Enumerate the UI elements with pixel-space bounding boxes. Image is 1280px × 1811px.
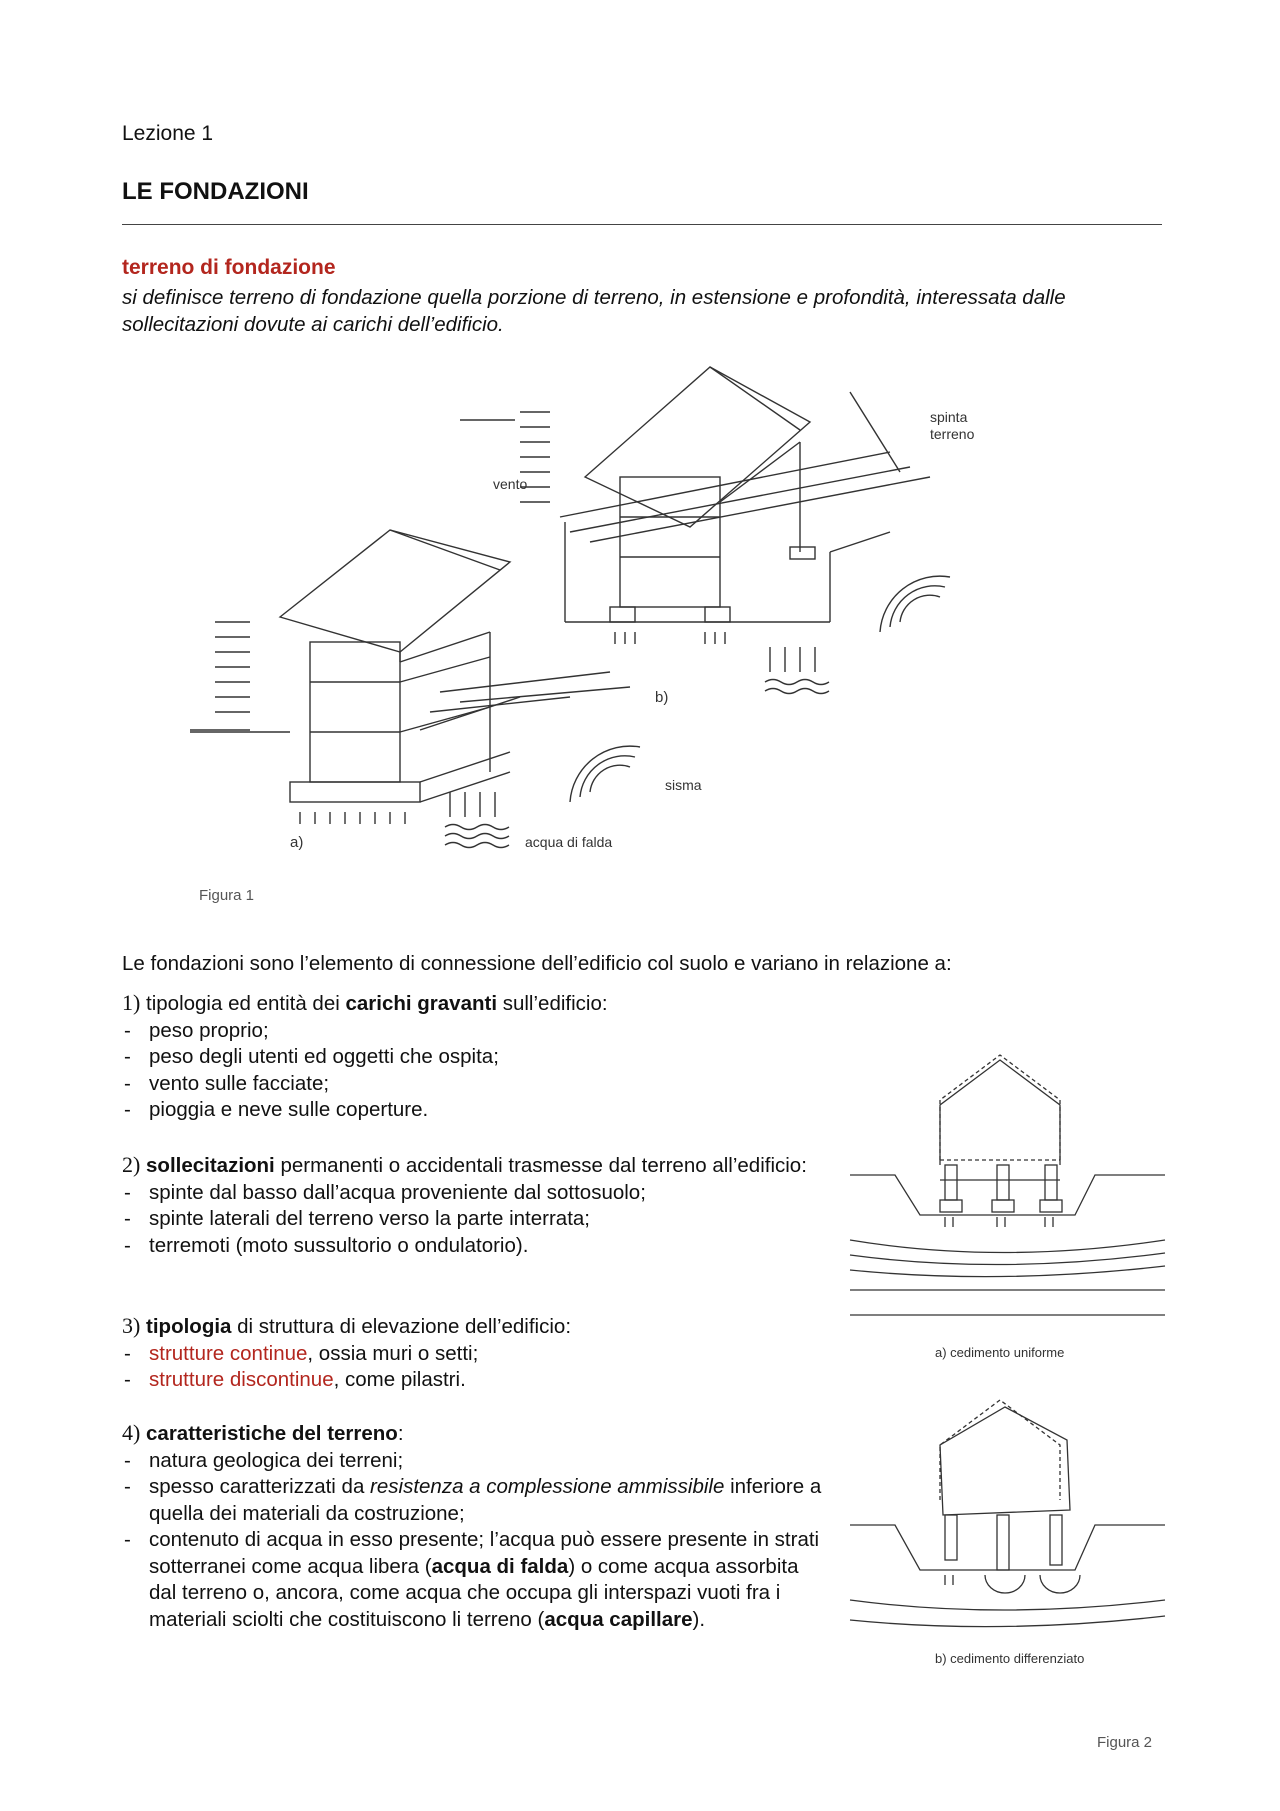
list-item: - peso degli utenti ed oggetti che ospita; [122, 1044, 822, 1071]
title-divider [122, 224, 1162, 225]
label-terreno: terreno [930, 426, 975, 442]
list-item: - spinte dal basso dall’acqua proveniente dal sottosuolo; [122, 1180, 812, 1207]
section-3-heading: 3) tipologia di struttura di elevazione dell’edificio: [122, 1313, 572, 1338]
figure-2-illustration [845, 1045, 1170, 1675]
section-sollecitazioni [122, 1152, 812, 1259]
label-spinta: spinta [930, 409, 968, 425]
figure-2-label-b: b) cedimento differenziato [935, 1651, 1085, 1666]
page-title: LE FONDAZIONI [122, 178, 309, 205]
lesson-label: Lezione 1 [122, 122, 214, 145]
section-2-heading: 2) sollecitazioni permanenti o accidentali trasmesse dal terreno all’edificio: [122, 1152, 807, 1177]
label-b: b) [655, 689, 669, 706]
figure-1-illustration [190, 352, 1010, 872]
list-item: - spinte laterali del terreno verso la parte interrata; [122, 1206, 812, 1233]
list-item: - pioggia e neve sulle coperture. [122, 1097, 822, 1124]
list-item: - vento sulle facciate; [122, 1071, 822, 1098]
label-vento: vento [493, 476, 528, 492]
section-terreno [122, 1420, 822, 1633]
figure-2-caption: Figura 2 [1097, 1734, 1153, 1751]
intro-text: Le fondazioni sono l’elemento di connessione dell’edificio col suolo e variano in relazione a: [122, 952, 952, 975]
section-4-heading: 4) caratteristiche del terreno: [122, 1420, 404, 1445]
list-item: - spesso caratterizzati da resistenza a complessione ammissibile inferiore a quella dei materiali da costruzione; [122, 1474, 822, 1527]
list-item: - natura geologica dei terreni; [122, 1448, 822, 1475]
list-item: - peso proprio; [122, 1018, 822, 1045]
list-item: - contenuto di acqua in esso presente; l’acqua può essere presente in strati sotterranei come acqua libera (acqua di falda) o come acqua assorbita dal terreno o, ancora, come acqua che occupa gli interspazi vuoti fra i materiali sciolti che costituiscono li terreno (acqua capillare). [122, 1527, 822, 1633]
definition-heading: terreno di fondazione [122, 256, 336, 279]
label-a: a) [290, 834, 304, 851]
section-3-list [122, 1341, 822, 1394]
section-tipologia [122, 1313, 822, 1394]
figure-2-label-a: a) cedimento uniforme [935, 1345, 1065, 1360]
section-4-list [122, 1448, 822, 1634]
list-item: - terremoti (moto sussultorio o ondulatorio). [122, 1233, 812, 1260]
section-1-list [122, 1018, 822, 1124]
label-sisma: sisma [665, 777, 702, 793]
figure-1-caption: Figura 1 [199, 887, 255, 904]
label-acqua-di-falda: acqua di falda [525, 834, 613, 850]
list-item: - strutture discontinue, come pilastri. [122, 1367, 822, 1394]
section-1-heading: 1) tipologia ed entità dei carichi gravanti sull’edificio: [122, 990, 608, 1015]
list-item: - strutture continue, ossia muri o setti; [122, 1341, 822, 1368]
section-2-list [122, 1180, 812, 1260]
section-carichi [122, 990, 822, 1124]
definition-text: si definisce terreno di fondazione quella porzione di terreno, in estensione e profondità, interessata dalle sollecitazioni dovute ai carichi dell’edificio. [122, 286, 1066, 336]
